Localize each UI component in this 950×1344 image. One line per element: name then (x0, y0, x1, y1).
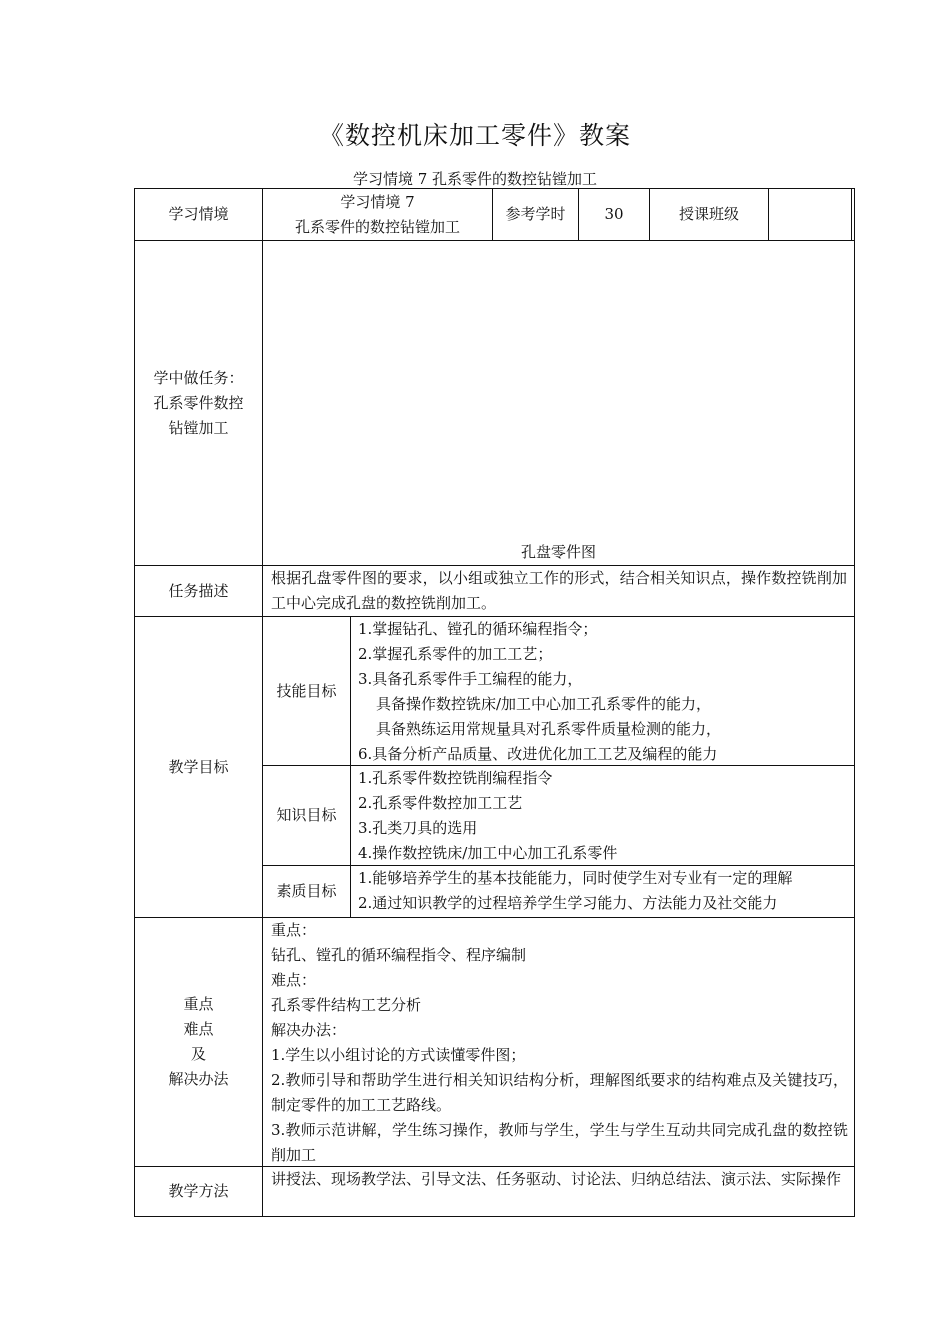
document-subtitle: 学习情境 7 孔系零件的数控钻镗加工 (352, 170, 598, 188)
knowledge-label: 知识目标 (276, 806, 337, 824)
document-title: 《数控机床加工零件》教案 (318, 121, 631, 150)
keypoints-label-line-3: 及 (190, 1045, 206, 1063)
methods-label: 教学方法 (168, 1182, 229, 1200)
solution-item: 1.学生以小组讨论的方式读懂零件图； (271, 1046, 526, 1064)
situation-line-2: 孔系零件的数控钻镗加工 (294, 217, 460, 236)
skill-item: 2.掌握孔系零件的加工工艺； (358, 645, 553, 663)
solution-heading: 解决办法： (271, 1021, 347, 1039)
knowledge-item: 4.操作数控铣床/加工中心加工孔系零件 (358, 844, 618, 862)
task-label-line-1: 学中做任务： (153, 368, 244, 387)
knowledge-item: 3.孔类刀具的选用 (358, 819, 478, 837)
class-value (769, 189, 851, 240)
part-drawing-area (263, 241, 854, 565)
difficulty-heading: 难点： (271, 971, 317, 989)
objectives-label: 教学目标 (168, 757, 229, 776)
methods-text: 讲授法、现场教学法、引导文法、任务驱动、讨论法、归纳总结法、演示法、实际操作 (271, 1170, 842, 1188)
task-label-line-3: 钻镗加工 (168, 418, 229, 437)
quality-list (358, 866, 852, 917)
solution-item: 2.教师引导和帮助学生进行相关知识结构分析，理解图纸要求的结构难点及关键技巧，制定零件的加工工艺路线。 (271, 1071, 848, 1114)
knowledge-item: 1.孔系零件数控铣削编程指令 (358, 769, 553, 787)
skill-item: 具备熟练运用常规量具对孔系零件质量检测的能力， (376, 720, 722, 738)
skill-label: 技能目标 (276, 681, 337, 700)
quality-item: 2.通过知识教学的过程培养学生学习能力、方法能力及社交能力 (358, 894, 778, 912)
hours-label: 参考学时 (505, 205, 566, 223)
quality-label: 素质目标 (276, 882, 337, 900)
skill-item: 6.具备分析产品质量、改进优化加工工艺及编程的能力 (358, 745, 718, 763)
keypoints-label-line-2: 难点 (183, 1020, 214, 1038)
task-label-line-2: 孔系零件数控 (153, 393, 244, 412)
focus-heading: 重点： (271, 921, 317, 939)
knowledge-item: 2.孔系零件数控加工工艺 (358, 794, 523, 812)
description-label: 任务描述 (168, 581, 229, 600)
figure-caption: 孔盘零件图 (520, 543, 596, 561)
keypoints-label (135, 918, 262, 1166)
skill-item: 3.具备孔系零件手工编程的能力， (358, 670, 583, 688)
skill-item: 1.掌握钻孔、镗孔的循环编程指令； (358, 620, 598, 638)
task-label (135, 241, 262, 565)
knowledge-list (358, 766, 852, 865)
class-label: 授课班级 (678, 205, 739, 223)
situation-line-1: 学习情境 7 (340, 192, 415, 211)
keypoints-content (271, 918, 848, 1166)
keypoints-label-line-4: 解决办法 (168, 1070, 229, 1088)
situation-value (263, 189, 492, 240)
quality-item: 1.能够培养学生的基本技能能力，同时使学生对专业有一定的理解 (358, 869, 793, 887)
situation-label: 学习情境 (168, 205, 229, 223)
solution-item: 3.教师示范讲解，学生练习操作，教师与学生，学生与学生互动共同完成孔盘的数控铣削加工 (271, 1121, 848, 1164)
skill-item: 具备操作数控铣床/加工中心加工孔系零件的能力， (376, 695, 712, 713)
hours-value: 30 (604, 205, 624, 223)
focus-text: 钻孔、镗孔的循环编程指令、程序编制 (271, 946, 527, 964)
keypoints-label-line-1: 重点 (183, 995, 214, 1013)
difficulty-text: 孔系零件结构工艺分析 (271, 996, 422, 1014)
description-text: 根据孔盘零件图的要求，以小组或独立工作的形式，结合相关知识点，操作数控铣削加工中心完成孔盘的数控铣削加工。 (271, 569, 847, 612)
skill-list (358, 617, 852, 765)
